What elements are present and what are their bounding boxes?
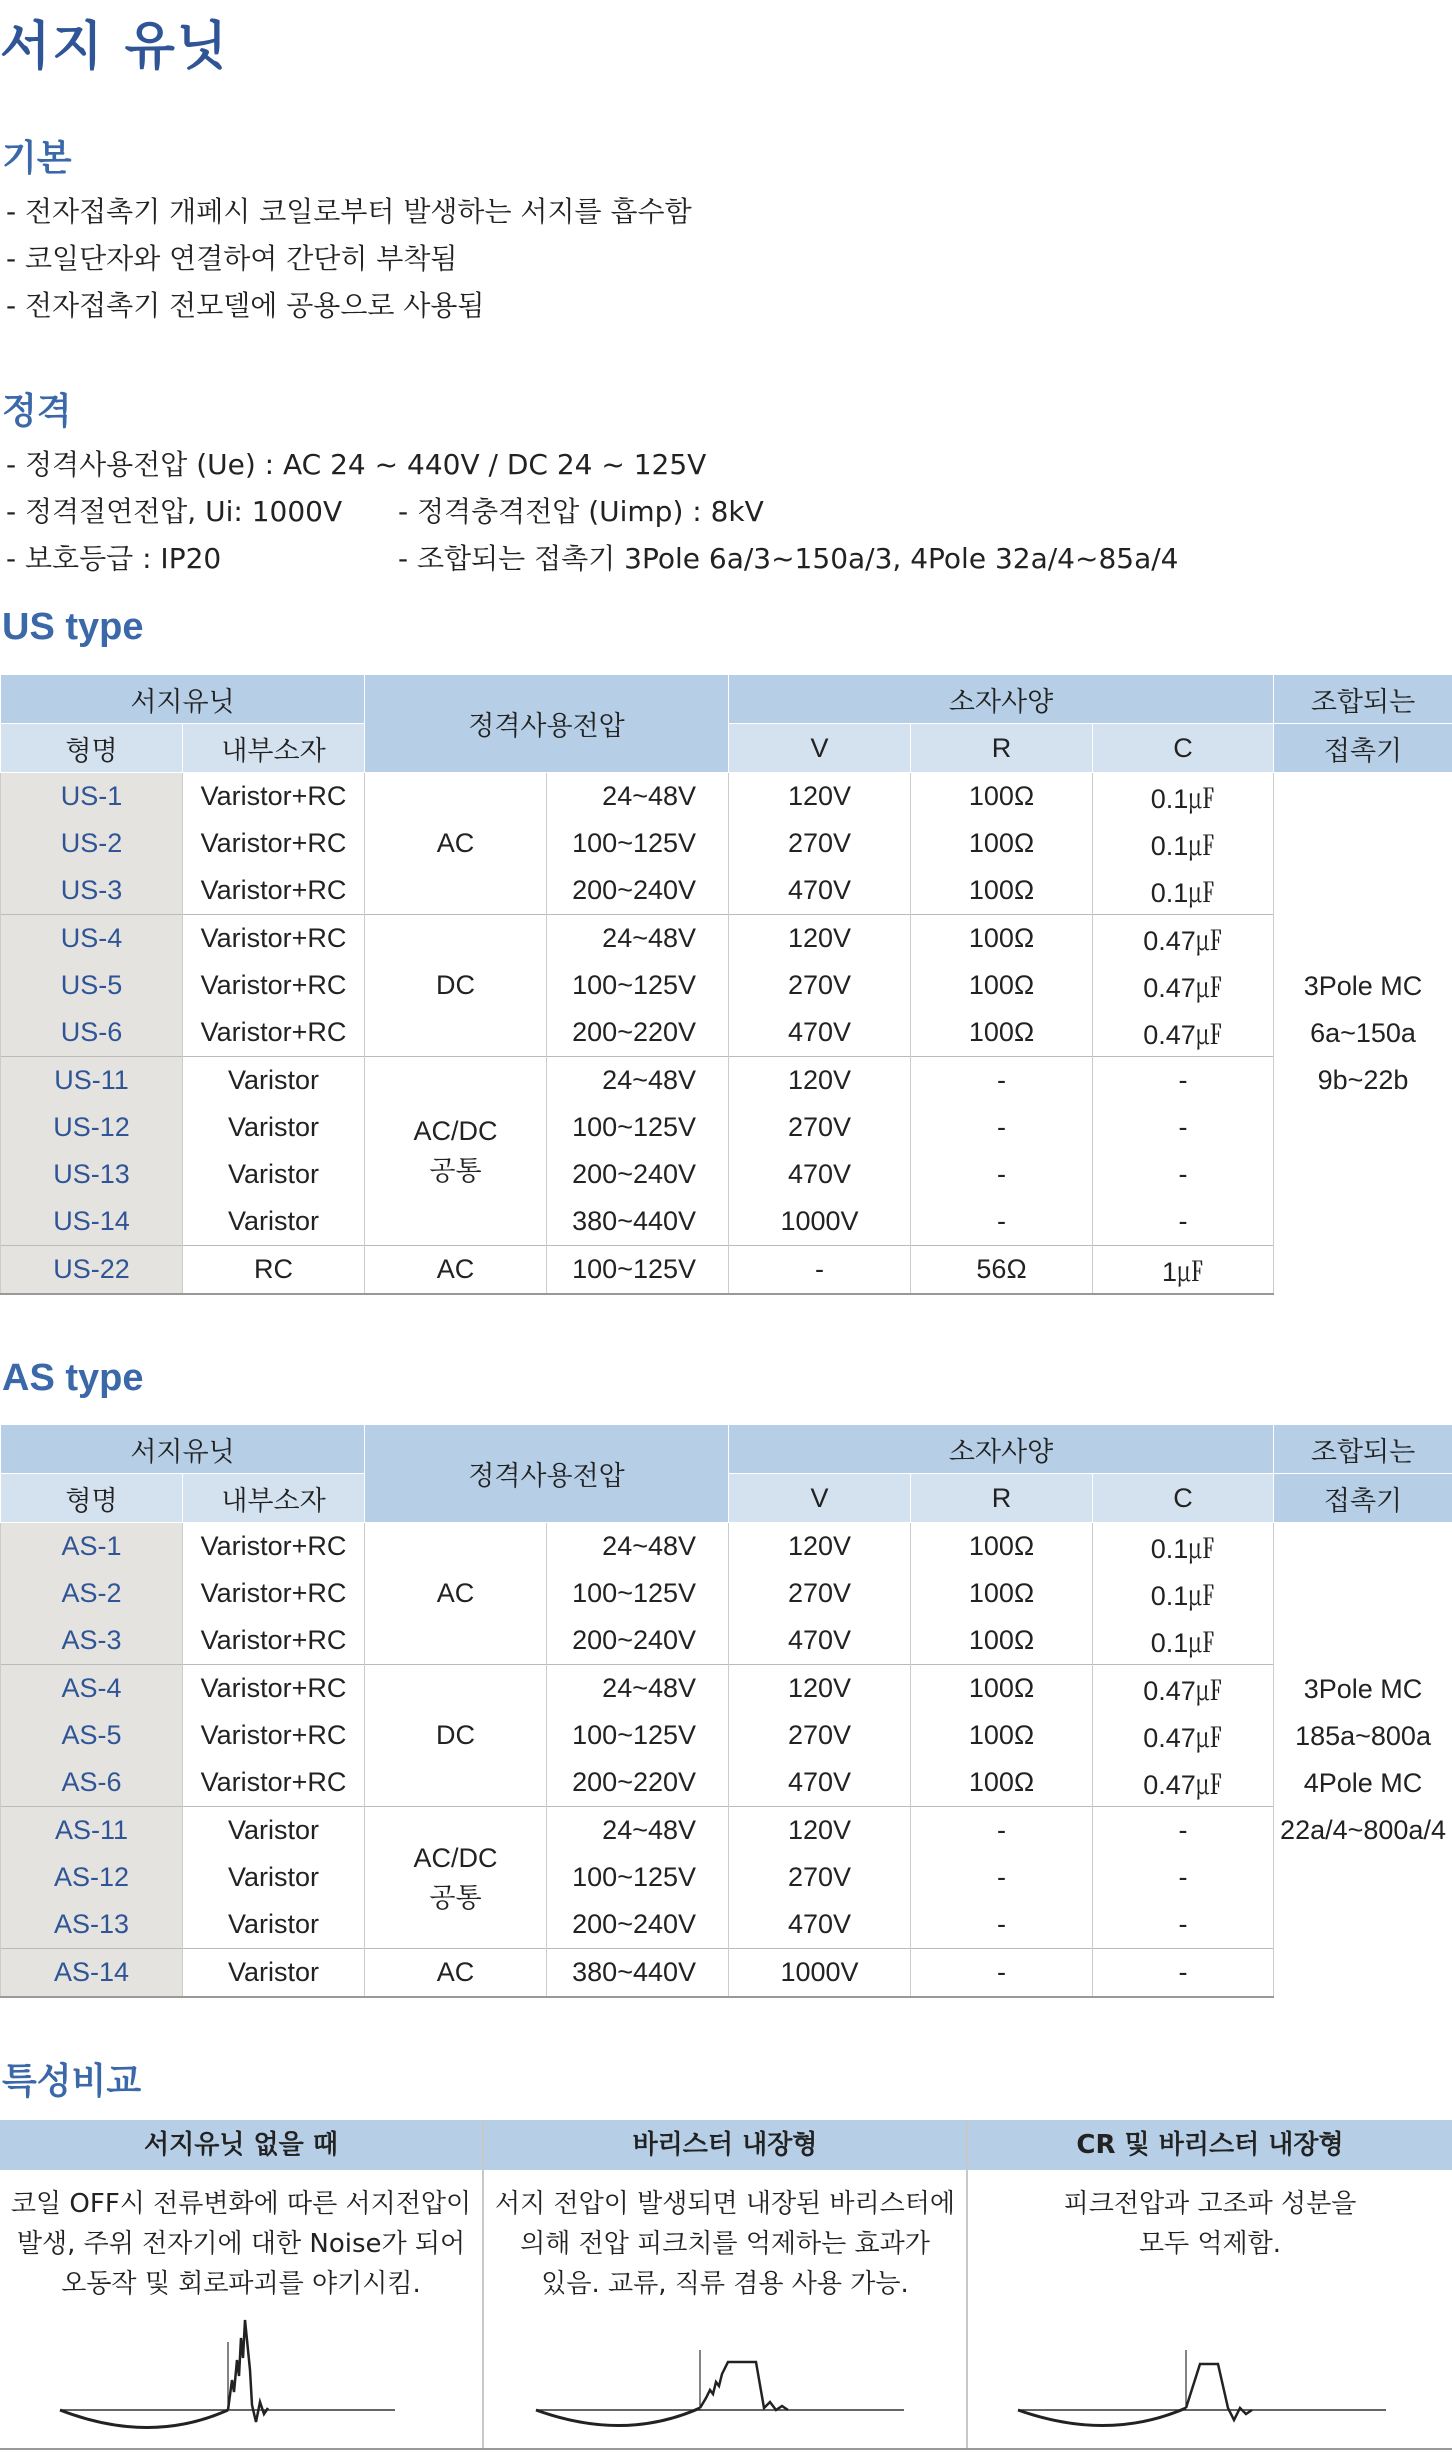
r-cell: 100Ω [911,773,1093,821]
element-cell: Varistor [183,1151,365,1198]
model-cell: US-1 [1,773,183,821]
r-cell: - [911,1807,1093,1855]
voltage-type-line: AC [436,1254,475,1284]
element-cell: Varistor+RC [183,820,365,867]
table-row [1,1854,1452,1901]
rating-line: - 정격절연전압, Ui: 1000V [6,495,343,528]
element-cell: Varistor [183,1854,365,1901]
r-cell: 100Ω [911,1712,1093,1759]
element-cell: Varistor+RC [183,1570,365,1617]
model-cell: AS-3 [1,1617,183,1665]
c-cell: - [1093,1901,1274,1949]
v-cell: 120V [729,1523,911,1571]
element-cell: RC [183,1246,365,1295]
table-row [1,915,1452,963]
r-cell: - [911,1949,1093,1998]
v-cell: 270V [729,820,911,867]
v-cell: 270V [729,1712,911,1759]
c-cell: 0.1㎌ [1093,867,1274,915]
combo-contactor-cell [1274,773,1452,1295]
c-cell: - [1093,1807,1274,1855]
compare-text-line: 모두 억제함. [1138,2229,1282,2259]
c-cell: 0.1㎌ [1093,1617,1274,1665]
r-cell: 100Ω [911,1665,1093,1713]
voltage-type-line: DC [436,1720,476,1750]
table-row [1,1057,1452,1105]
model-cell: AS-1 [1,1523,183,1571]
voltage-type-cell [365,1057,547,1246]
header-v: V [729,1474,911,1523]
r-cell: 56Ω [911,1246,1093,1295]
header-rated-voltage: 정격사용전압 [365,675,729,773]
header-combo-2: 접촉기 [1274,724,1452,773]
table-row [1,1712,1452,1759]
r-cell: - [911,1198,1093,1246]
model-cell: US-14 [1,1198,183,1246]
model-cell: US-6 [1,1009,183,1057]
voltage-type-cell [365,1523,547,1665]
element-cell: Varistor+RC [183,1712,365,1759]
combo-line: 3Pole MC [1303,971,1423,1001]
header-surge-unit: 서지유닛 [1,1425,365,1474]
voltage-type-cell [365,915,547,1057]
element-cell: Varistor+RC [183,1009,365,1057]
table-row [1,1104,1452,1151]
v-cell: 120V [729,1665,911,1713]
voltage-type-line: AC/DC [413,1116,498,1146]
v-cell: 1000V [729,1949,911,1998]
c-cell: 0.1㎌ [1093,773,1274,821]
element-cell: Varistor [183,1104,365,1151]
combo-line: 6a~150a [1310,1018,1416,1048]
c-cell: - [1093,1151,1274,1198]
model-cell: AS-14 [1,1949,183,1998]
v-cell: 120V [729,1807,911,1855]
voltage-type-line: AC [436,1957,475,1987]
surge-waveform-varistor [484,2310,966,2440]
compare-col-cr-varistor [968,2120,1452,2450]
header-element-spec: 소자사양 [729,1425,1274,1474]
table-row [1,1198,1452,1246]
as-type-heading: AS type [2,1357,144,1399]
v-cell: 270V [729,1854,911,1901]
c-cell: 0.47㎌ [1093,1665,1274,1713]
compare-text-line: 서지 전압이 발생되면 내장된 바리스터에 [494,2189,956,2219]
compare-text-line: 피크전압과 고조파 성분을 [1063,2189,1357,2219]
compare-col-varistor [484,2120,966,2450]
surge-waveform-cr-varistor [968,2310,1452,2440]
table-row [1,1617,1452,1665]
r-cell: 100Ω [911,867,1093,915]
r-cell: - [911,1104,1093,1151]
rating-line: - 정격충격전압 (Uimp) : 8kV [398,495,764,528]
header-element-spec: 소자사양 [729,675,1274,724]
voltage-range-cell: 100~125V [547,1712,729,1759]
v-cell: 470V [729,867,911,915]
compare-col-title: CR 및 바리스터 내장형 [968,2120,1452,2170]
element-cell: Varistor [183,1807,365,1855]
element-cell: Varistor+RC [183,1617,365,1665]
table-row [1,1570,1452,1617]
c-cell: 0.47㎌ [1093,915,1274,963]
table-row [1,1901,1452,1949]
v-cell: 470V [729,1151,911,1198]
table-row [1,1523,1452,1571]
model-cell: AS-4 [1,1665,183,1713]
combo-line: 4Pole MC [1303,1768,1423,1798]
voltage-range-cell: 24~48V [547,915,729,963]
model-cell: US-12 [1,1104,183,1151]
v-cell: 120V [729,773,911,821]
r-cell: 100Ω [911,1523,1093,1571]
v-cell: 470V [729,1759,911,1807]
voltage-type-cell [365,773,547,915]
compare-text-line: 코일 OFF시 전류변화에 따른 서지전압이 [10,2189,472,2219]
voltage-range-cell: 24~48V [547,1807,729,1855]
header-r: R [911,1474,1093,1523]
r-cell: - [911,1901,1093,1949]
us-spec-table [0,674,1452,1295]
compare-text-line: 오동작 및 회로파괴를 야기시킴. [61,2269,421,2299]
c-cell: 0.47㎌ [1093,1759,1274,1807]
voltage-range-cell: 200~240V [547,1617,729,1665]
c-cell: - [1093,1104,1274,1151]
voltage-type-line: AC/DC [413,1842,498,1873]
v-cell: 120V [729,915,911,963]
v-cell: 120V [729,1057,911,1105]
v-cell: 470V [729,1617,911,1665]
model-cell: AS-13 [1,1901,183,1949]
c-cell: - [1093,1949,1274,1998]
model-cell: US-13 [1,1151,183,1198]
header-combo-1: 조합되는 [1274,1425,1452,1474]
model-cell: US-2 [1,820,183,867]
table-row [1,1759,1452,1807]
header-model: 형명 [1,1474,183,1523]
model-cell: US-22 [1,1246,183,1295]
rating-line: - 조합되는 접촉기 3Pole 6a/3~150a/3, 4Pole 32a/4~85a/4 [398,542,1179,575]
combo-line: 22a/4~800a/4 [1280,1815,1446,1845]
compare-heading: 특성비교 [2,2061,142,2102]
combo-line: 9b~22b [1317,1065,1409,1095]
r-cell: - [911,1151,1093,1198]
c-cell: 0.1㎌ [1093,1570,1274,1617]
compare-col-text [968,2170,1452,2264]
voltage-type-line: DC [436,970,476,1000]
voltage-type-line: AC [436,828,475,858]
basic-line: - 전자접촉기 개페시 코일로부터 발생하는 서지를 흡수함 [6,195,692,228]
v-cell: 1000V [729,1198,911,1246]
element-cell: Varistor+RC [183,915,365,963]
element-cell: Varistor+RC [183,1665,365,1713]
voltage-type-line: 공통 [429,1156,482,1186]
compare-col-text [484,2170,966,2304]
element-cell: Varistor [183,1901,365,1949]
voltage-type-cell [365,1665,547,1807]
compare-text-line: 발생, 주위 전자기에 대한 Noise가 되어 [16,2229,466,2259]
v-cell: 270V [729,1570,911,1617]
basic-line: - 코일단자와 연결하여 간단히 부착됨 [6,242,458,275]
combo-contactor-cell [1274,1523,1452,1998]
header-surge-unit: 서지유닛 [1,675,365,724]
element-cell: Varistor+RC [183,1759,365,1807]
c-cell: 0.47㎌ [1093,962,1274,1009]
element-cell: Varistor+RC [183,962,365,1009]
table-row [1,1151,1452,1198]
voltage-range-cell: 24~48V [547,1057,729,1105]
v-cell: 470V [729,1901,911,1949]
as-spec-table [0,1424,1452,1998]
r-cell: 100Ω [911,1617,1093,1665]
c-cell: - [1093,1057,1274,1105]
element-cell: Varistor+RC [183,867,365,915]
element-cell: Varistor [183,1949,365,1998]
surge-waveform-unprotected [0,2310,482,2440]
model-cell: US-3 [1,867,183,915]
table-row [1,1949,1452,1998]
combo-line: 3Pole MC [1303,1674,1423,1704]
element-cell: Varistor+RC [183,1523,365,1571]
c-cell: 0.1㎌ [1093,820,1274,867]
page-title: 서지 유닛 [0,17,230,77]
c-cell: 0.47㎌ [1093,1712,1274,1759]
voltage-range-cell: 380~440V [547,1198,729,1246]
element-cell: Varistor [183,1057,365,1105]
voltage-range-cell: 100~125V [547,1104,729,1151]
rating-heading: 정격 [2,391,72,432]
compare-bottom-rule [0,2448,1452,2450]
header-combo-2: 접촉기 [1274,1474,1452,1523]
model-cell: AS-2 [1,1570,183,1617]
header-element: 내부소자 [183,724,365,773]
element-cell: Varistor+RC [183,773,365,821]
voltage-range-cell: 200~240V [547,1151,729,1198]
r-cell: 100Ω [911,820,1093,867]
header-c: C [1093,1474,1274,1523]
voltage-range-cell: 100~125V [547,820,729,867]
r-cell: 100Ω [911,962,1093,1009]
table-row [1,1009,1452,1057]
voltage-range-cell: 24~48V [547,1665,729,1713]
r-cell: - [911,1057,1093,1105]
header-c: C [1093,724,1274,773]
voltage-type-cell [365,1807,547,1949]
table-row [1,962,1452,1009]
header-rated-voltage: 정격사용전압 [365,1425,729,1523]
r-cell: 100Ω [911,1759,1093,1807]
table-row [1,1246,1452,1295]
compare-col-text [0,2170,482,2304]
table-row [1,773,1452,821]
compare-col-none [0,2120,482,2450]
voltage-range-cell: 24~48V [547,773,729,821]
v-cell: - [729,1246,911,1295]
voltage-type-line: AC [436,1578,475,1608]
voltage-range-cell: 380~440V [547,1949,729,1998]
header-model: 형명 [1,724,183,773]
r-cell: 100Ω [911,915,1093,963]
voltage-range-cell: 200~240V [547,867,729,915]
r-cell: 100Ω [911,1009,1093,1057]
c-cell: - [1093,1198,1274,1246]
v-cell: 270V [729,1104,911,1151]
model-cell: AS-12 [1,1854,183,1901]
element-cell: Varistor [183,1198,365,1246]
basic-line: - 전자접촉기 전모델에 공용으로 사용됨 [6,289,485,322]
voltage-range-cell: 200~240V [547,1901,729,1949]
header-combo-1: 조합되는 [1274,675,1452,724]
model-cell: US-5 [1,962,183,1009]
header-v: V [729,724,911,773]
combo-line: 185a~800a [1295,1721,1431,1751]
compare-col-title: 바리스터 내장형 [484,2120,966,2170]
voltage-type-cell [365,1949,547,1998]
voltage-range-cell: 100~125V [547,1570,729,1617]
c-cell: 0.1㎌ [1093,1523,1274,1571]
rating-line: - 정격사용전압 (Ue) : AC 24 ~ 440V / DC 24 ~ 125V [6,448,707,481]
basic-heading: 기본 [2,138,72,179]
v-cell: 270V [729,962,911,1009]
header-element: 내부소자 [183,1474,365,1523]
voltage-range-cell: 200~220V [547,1009,729,1057]
compare-text-line: 의해 전압 피크치를 억제하는 효과가 [520,2229,930,2259]
voltage-type-line: 공통 [429,1882,482,1913]
voltage-range-cell: 100~125V [547,962,729,1009]
v-cell: 470V [729,1009,911,1057]
voltage-range-cell: 100~125V [547,1246,729,1295]
compare-panel [0,2120,1452,2450]
c-cell: 0.47㎌ [1093,1009,1274,1057]
voltage-type-cell [365,1246,547,1295]
header-r: R [911,724,1093,773]
model-cell: US-11 [1,1057,183,1105]
voltage-range-cell: 200~220V [547,1759,729,1807]
model-cell: AS-11 [1,1807,183,1855]
table-row [1,820,1452,867]
r-cell: - [911,1854,1093,1901]
model-cell: US-4 [1,915,183,963]
voltage-range-cell: 100~125V [547,1854,729,1901]
us-type-heading: US type [2,606,144,648]
compare-col-title: 서지유닛 없을 때 [0,2120,482,2170]
table-row [1,1807,1452,1855]
table-row [1,1665,1452,1713]
r-cell: 100Ω [911,1570,1093,1617]
table-row [1,867,1452,915]
rating-line: - 보호등급 : IP20 [6,542,222,575]
c-cell: 1㎌ [1093,1246,1274,1295]
model-cell: AS-5 [1,1712,183,1759]
model-cell: AS-6 [1,1759,183,1807]
voltage-range-cell: 24~48V [547,1523,729,1571]
c-cell: - [1093,1854,1274,1901]
compare-text-line: 있음. 교류, 직류 겸용 사용 가능. [541,2269,909,2299]
